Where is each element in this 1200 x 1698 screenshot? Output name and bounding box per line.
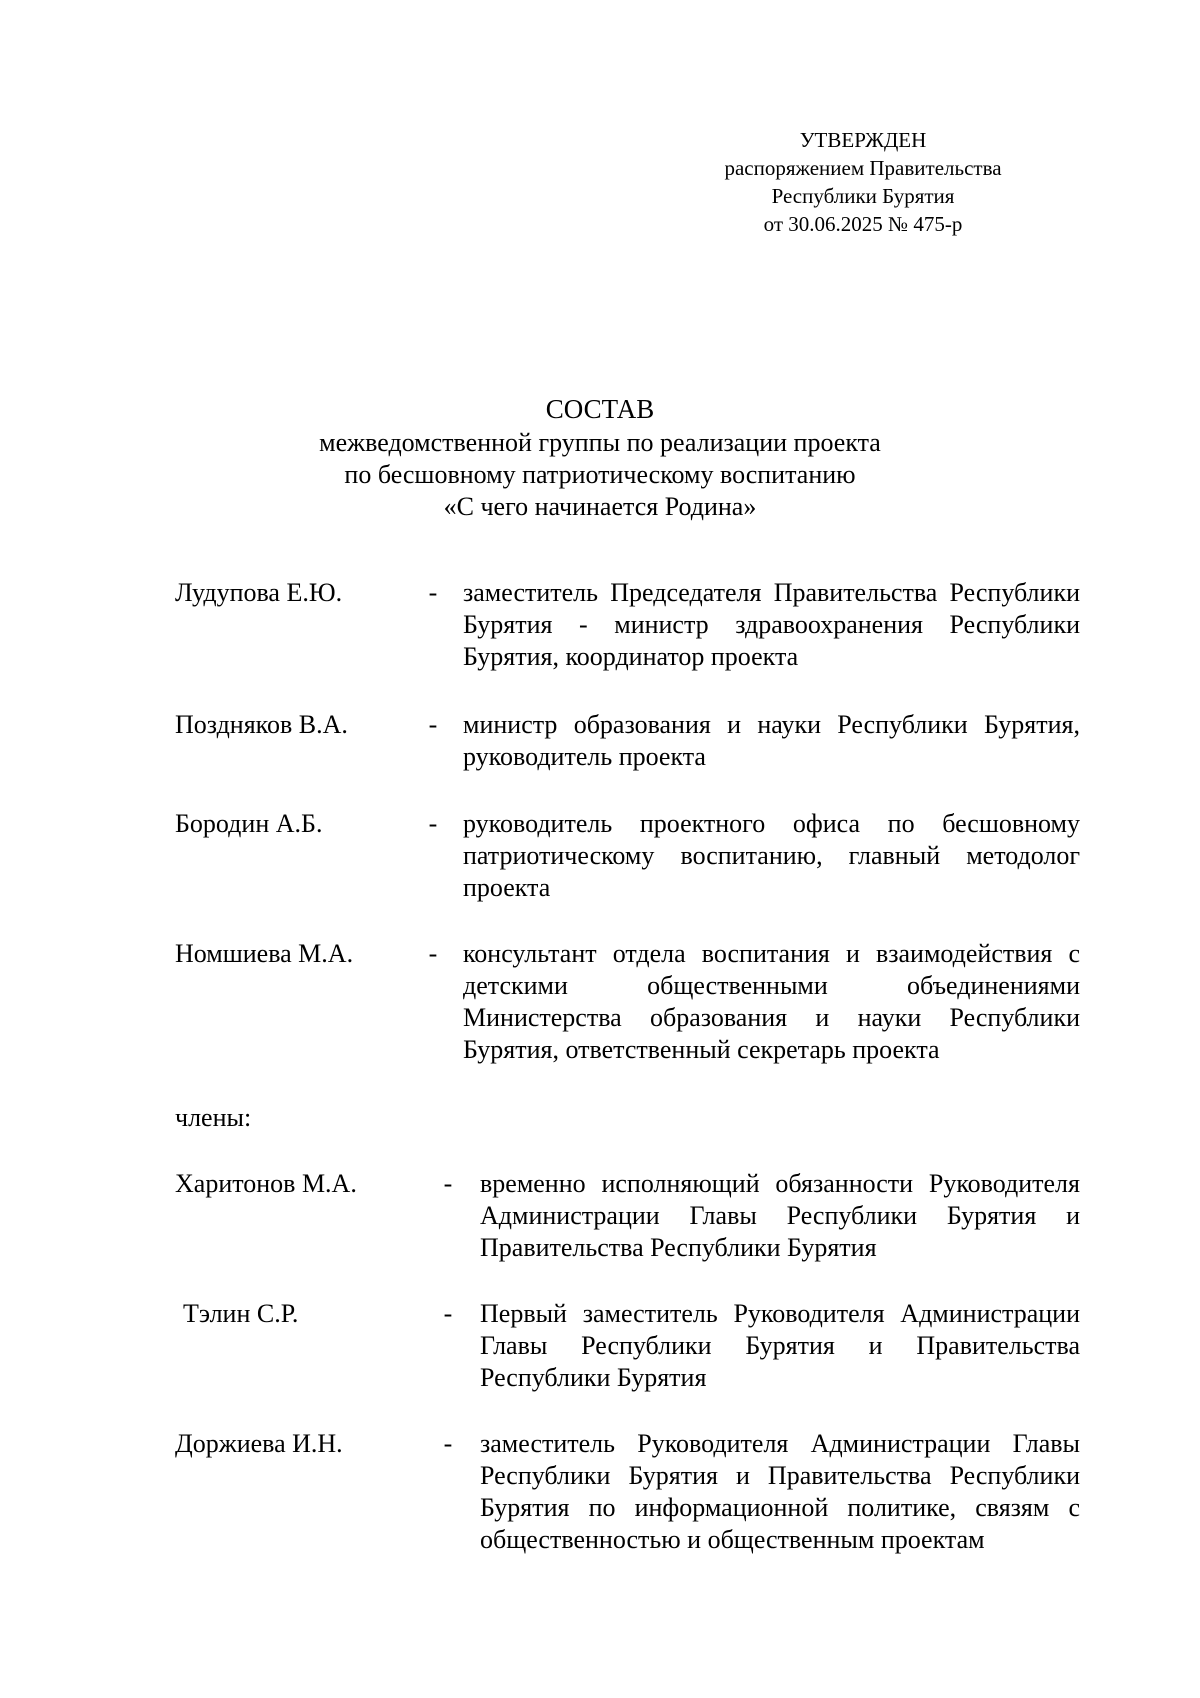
dash-separator: - — [428, 809, 438, 838]
title-line-1: межведомственной группы по реализации проекта — [319, 428, 881, 457]
approval-issuer: распоряжением Правительства — [724, 156, 1002, 180]
approval-date-number: от 30.06.2025 № 475-р — [763, 212, 963, 236]
member-name: Харитонов М.А. — [175, 1169, 357, 1198]
member-name: Тэлин С.Р. — [183, 1299, 299, 1328]
title-line-2: по бесшовному патриотическому воспитанию — [344, 460, 856, 489]
title-heading: СОСТАВ — [545, 394, 655, 424]
approval-heading: УТВЕРЖДЕН — [799, 128, 927, 152]
dash-separator: - — [443, 1429, 453, 1458]
member-role: заместитель Руководителя Администрации Главы Республики Бурятия и Правительства Республики Бурятия по информационной политике, связям с общественностью и общественным проектам — [480, 1429, 1080, 1554]
dash-separator: - — [428, 939, 438, 968]
dash-separator: - — [428, 578, 438, 607]
members-label: члены: — [175, 1103, 252, 1132]
member-name: Доржиева И.Н. — [175, 1429, 343, 1458]
member-role: заместитель Председателя Правительства Республики Бурятия - министр здравоохранения Республики Бурятия, координатор проекта — [463, 578, 1080, 671]
member-role: временно исполняющий обязанности Руководителя Администрации Главы Республики Бурятия и Правительства Республики Бурятия — [480, 1169, 1080, 1262]
dash-separator: - — [443, 1299, 453, 1328]
member-role: Первый заместитель Руководителя Администрации Главы Республики Бурятия и Правительства Республики Бурятия — [480, 1299, 1080, 1392]
title-line-3: «С чего начинается Родина» — [443, 492, 757, 521]
document-title — [200, 393, 1000, 523]
member-name: Поздняков В.А. — [175, 710, 348, 739]
member-name: Номшиева М.А. — [175, 939, 354, 968]
dash-separator: - — [428, 710, 438, 739]
dash-separator: - — [443, 1169, 453, 1198]
member-name: Лудупова Е.Ю. — [175, 578, 343, 607]
member-role: руководитель проектного офиса по бесшовному патриотическому воспитанию, главный методолог проекта — [463, 809, 1080, 902]
member-role: консультант отдела воспитания и взаимодействия с детскими общественными объединениями Министерства образования и науки Республики Бурятия, ответственный секретарь проекта — [463, 939, 1080, 1064]
approval-region: Республики Бурятия — [771, 184, 955, 208]
member-role: министр образования и науки Республики Бурятия, руководитель проекта — [463, 710, 1080, 771]
member-name: Бородин А.Б. — [175, 809, 323, 838]
approval-stamp — [693, 126, 1033, 238]
